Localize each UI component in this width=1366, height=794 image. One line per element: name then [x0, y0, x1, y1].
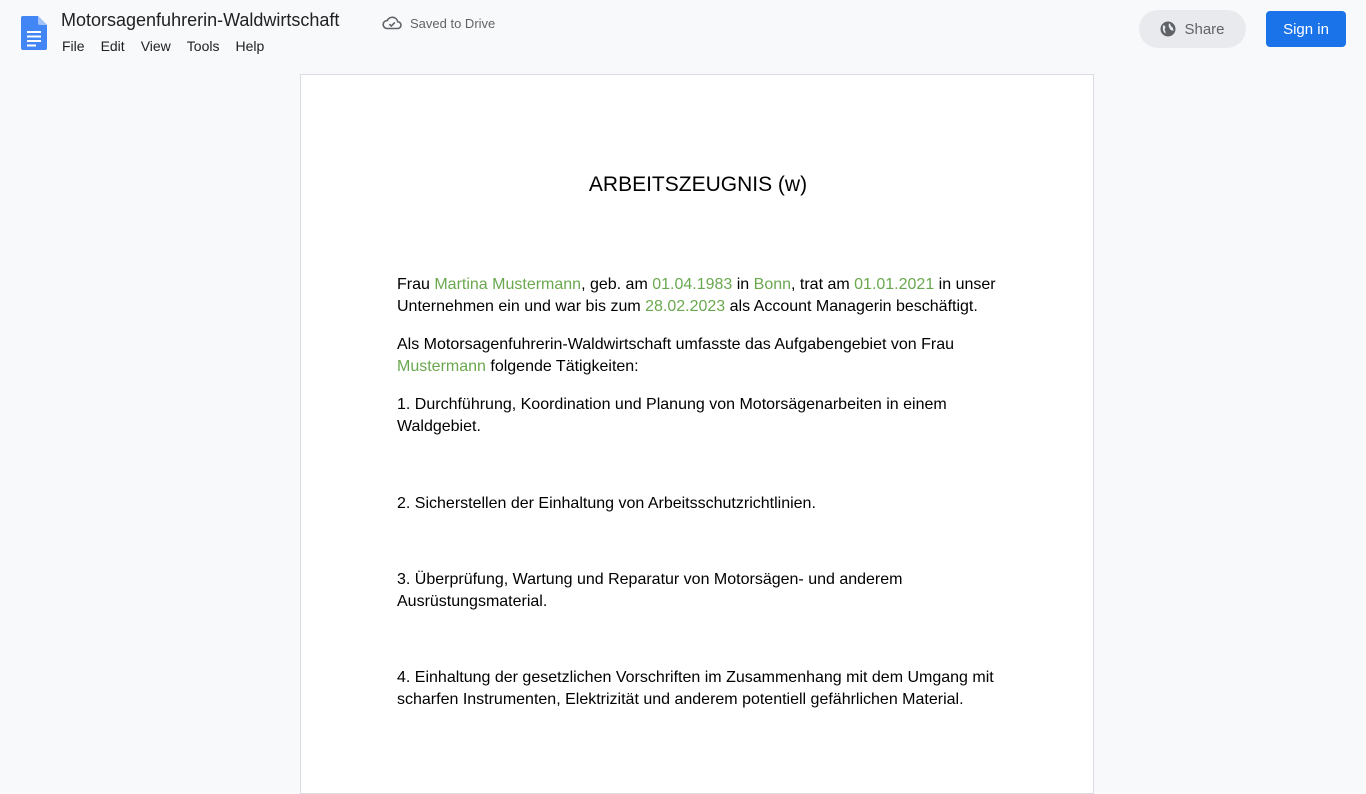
tasks-intro-paragraph [397, 334, 1007, 378]
top-bar [0, 0, 1366, 64]
task-item: 3. Überprüfung, Wartung und Reparatur von Motorsägen- und anderem Ausrüstungsmaterial. [397, 571, 903, 610]
document-page[interactable] [300, 74, 1094, 794]
menu-bar [54, 36, 272, 56]
task-item: 1. Durchführung, Koordination und Planung von Motorsägenarbeiten in einem Waldgebiet. [397, 396, 947, 435]
intro-paragraph [397, 274, 1007, 318]
intro-text: in [732, 276, 754, 293]
intro-text: Frau [397, 276, 435, 293]
employee-surname: Mustermann [397, 358, 486, 375]
google-docs-icon[interactable] [21, 16, 47, 50]
save-status-label: Saved to Drive [410, 15, 496, 31]
sign-in-button[interactable]: Sign in [1266, 11, 1346, 47]
tasks-intro-text: folgende Tätigkeiten: [485, 358, 639, 375]
share-button[interactable] [1139, 10, 1246, 48]
intro-text: als Account Managerin beschäftigt. [725, 298, 978, 315]
tasks-intro-text: Als Motorsagenfuhrerin-Waldwirtschaft umfasste das Aufgabengebiet von Frau [397, 336, 955, 353]
menu-edit[interactable]: Edit [100, 38, 125, 54]
menu-view[interactable]: View [140, 38, 171, 54]
document-title[interactable]: Motorsagenfuhrerin-Waldwirtschaft [61, 10, 340, 30]
start-date: 01.01.2021 [854, 276, 935, 293]
globe-icon [1160, 21, 1176, 37]
employee-name: Martina Mustermann [434, 276, 582, 293]
save-status[interactable] [382, 14, 495, 32]
menu-tools[interactable]: Tools [186, 38, 220, 54]
menu-file[interactable]: File [62, 38, 85, 54]
task-item: 2. Sicherstellen der Einhaltung von Arbeitsschutzrichtlinien. [397, 495, 816, 512]
task-item: 4. Einhaltung der gesetzlichen Vorschriften im Zusammenhang mit dem Umgang mit scharfen Instrumenten, Elektrizität und anderem potentiell gefährlichen Material. [397, 669, 994, 708]
end-date: 28.02.2023 [645, 298, 726, 315]
share-label: Share [1184, 20, 1225, 38]
cloud-done-icon [382, 15, 402, 31]
document-heading: ARBEITSZEUGNIS (w) [588, 173, 808, 196]
menu-help[interactable]: Help [235, 38, 265, 54]
intro-text: in unser Unternehmen ein und war bis zum [397, 276, 996, 315]
birth-date: 01.04.1983 [652, 276, 733, 293]
birth-city: Bonn [753, 276, 792, 293]
intro-text: , trat am [791, 276, 855, 293]
intro-text: , geb. am [581, 276, 653, 293]
